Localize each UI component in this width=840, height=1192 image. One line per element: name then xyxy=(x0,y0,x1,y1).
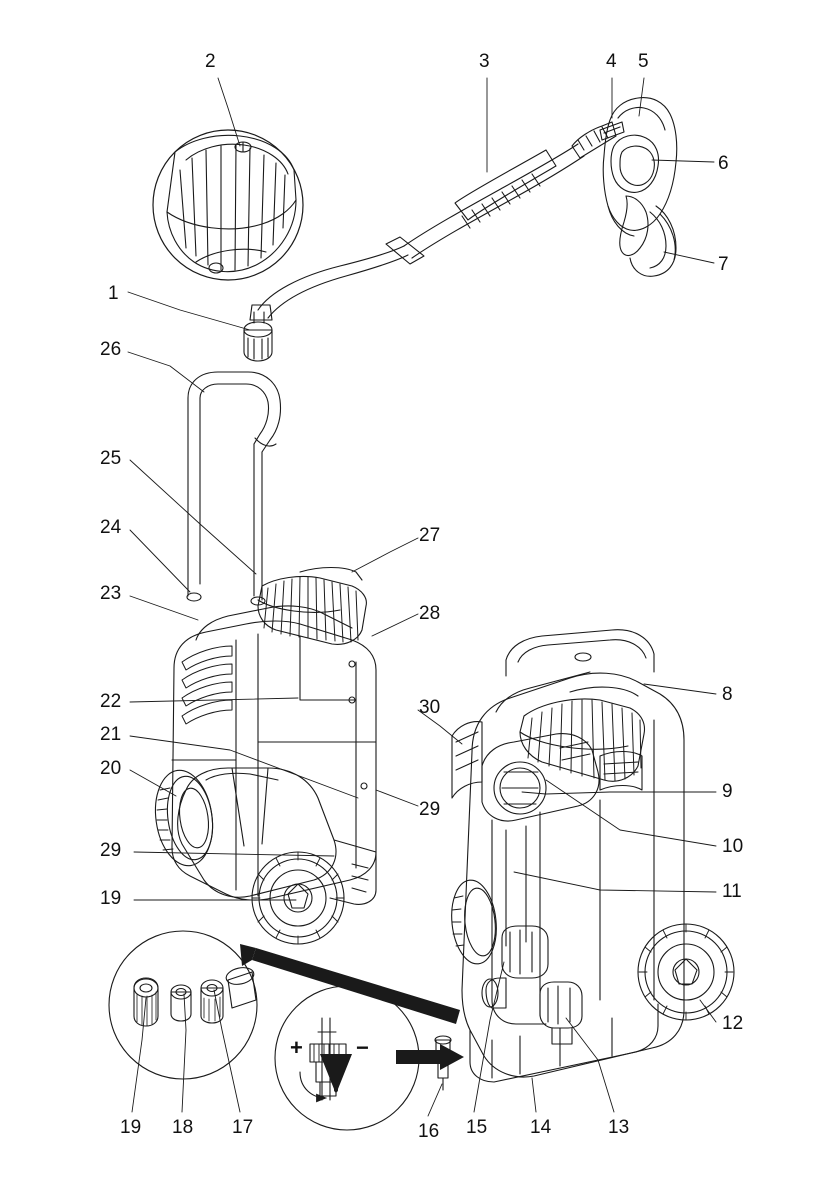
wheel-left-rear xyxy=(150,767,219,870)
callout-23: 22 xyxy=(100,691,122,712)
lance-tube xyxy=(258,144,584,318)
wheel-right xyxy=(638,924,734,1020)
callout-3: 3 xyxy=(479,51,490,72)
inset-fittings xyxy=(109,931,257,1079)
callout-2: 2 xyxy=(205,51,216,72)
minus-sign-annotation: − xyxy=(356,1035,369,1060)
callout-7: 7 xyxy=(718,254,729,275)
callout-29-lower: 29 xyxy=(419,799,441,820)
assembly-arrow-upper xyxy=(240,944,460,1024)
callout-30: 30 xyxy=(419,697,441,718)
assembly-arrow-lower xyxy=(396,1044,464,1070)
callout-29-upper: 28 xyxy=(419,603,441,624)
callout-22: 21 xyxy=(100,724,122,745)
callout-9: 9 xyxy=(722,781,733,802)
callout-10: 10 xyxy=(722,836,744,857)
callout-20: 19 xyxy=(100,888,122,909)
callout-15: 15 xyxy=(466,1117,488,1138)
detail-circle-nozzle xyxy=(153,130,303,280)
spray-gun xyxy=(572,98,677,277)
callout-6: 6 xyxy=(718,153,729,174)
callout-17: 17 xyxy=(232,1117,254,1138)
machine-left-rear xyxy=(150,372,376,944)
callout-8: 8 xyxy=(722,684,733,705)
callout-19: 19 xyxy=(120,1117,142,1138)
callout-14: 14 xyxy=(530,1117,552,1138)
callout-26: 25 xyxy=(100,448,122,469)
callout-24: 23 xyxy=(100,583,122,604)
callout-12-left: 29 xyxy=(100,840,122,861)
callout-11: 11 xyxy=(722,881,742,902)
plus-sign-annotation: + xyxy=(290,1035,303,1060)
nozzle-tip xyxy=(244,305,272,361)
callout-5: 5 xyxy=(638,51,649,72)
callout-1: 1 xyxy=(108,283,119,304)
callout-25: 24 xyxy=(100,517,122,538)
callout-4: 4 xyxy=(606,51,617,72)
callout-27: 26 xyxy=(100,339,122,360)
callout-21: 20 xyxy=(100,758,122,779)
machine-right-front xyxy=(448,630,734,1082)
callout-12-right: 12 xyxy=(722,1013,744,1034)
callout-13: 13 xyxy=(608,1117,630,1138)
callout-28: 27 xyxy=(419,525,441,546)
callout-18: 18 xyxy=(172,1117,194,1138)
callout-16: 16 xyxy=(418,1121,440,1142)
